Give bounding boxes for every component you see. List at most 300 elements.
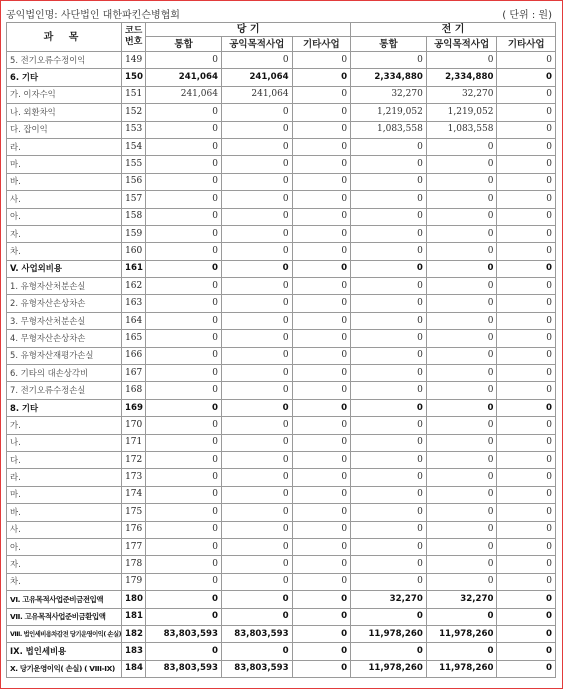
row-code: 151: [122, 86, 146, 103]
cell-current-other: 0: [292, 191, 351, 208]
cell-current-total: 0: [146, 312, 222, 329]
row-code: 149: [122, 52, 146, 69]
cell-current-public: 0: [221, 504, 292, 521]
cell-current-public: 0: [221, 173, 292, 190]
cell-previous-other: 0: [497, 625, 556, 642]
cell-previous-public: 11,978,260: [426, 660, 497, 677]
cell-current-total: 0: [146, 278, 222, 295]
cell-previous-other: 0: [497, 399, 556, 416]
row-code: 174: [122, 486, 146, 503]
cell-current-other: 0: [292, 521, 351, 538]
row-code: 165: [122, 330, 146, 347]
cell-current-total: 241,064: [146, 69, 222, 86]
row-subject: 차.: [7, 573, 122, 590]
table-row: [7, 399, 556, 416]
cell-previous-other: 0: [497, 312, 556, 329]
cell-previous-total: 0: [351, 208, 427, 225]
cell-previous-total: 0: [351, 330, 427, 347]
cell-current-public: 0: [221, 156, 292, 173]
cell-current-total: 0: [146, 486, 222, 503]
cell-current-total: 241,064: [146, 86, 222, 103]
row-subject: 차.: [7, 243, 122, 260]
unit-label: ( 단위 : 원): [502, 10, 552, 21]
cell-current-public: 0: [221, 225, 292, 242]
table-row: [7, 504, 556, 521]
col-header-current: 당 기: [146, 23, 351, 37]
cell-current-public: 0: [221, 330, 292, 347]
col-header-subject: 과 목: [7, 23, 122, 52]
table-row: [7, 121, 556, 138]
cell-current-other: 0: [292, 69, 351, 86]
table-row: [7, 365, 556, 382]
cell-previous-total: 0: [351, 173, 427, 190]
row-subject: 라.: [7, 469, 122, 486]
cell-current-public: 0: [221, 121, 292, 138]
cell-current-other: 0: [292, 243, 351, 260]
cell-previous-public: 0: [426, 347, 497, 364]
row-code: 155: [122, 156, 146, 173]
row-subject: 마.: [7, 156, 122, 173]
cell-current-total: 83,803,593: [146, 660, 222, 677]
row-subject: 사.: [7, 521, 122, 538]
row-code: 161: [122, 260, 146, 277]
cell-previous-total: 0: [351, 295, 427, 312]
cell-current-public: 83,803,593: [221, 625, 292, 642]
col-header-previous-public: 공익목적사업: [426, 37, 497, 52]
cell-previous-other: 0: [497, 486, 556, 503]
cell-current-public: 0: [221, 417, 292, 434]
cell-current-public: 0: [221, 608, 292, 625]
table-row: [7, 156, 556, 173]
cell-current-other: 0: [292, 365, 351, 382]
row-code: 181: [122, 608, 146, 625]
cell-current-public: 0: [221, 486, 292, 503]
col-header-current-total: 통합: [146, 37, 222, 52]
row-subject: 8. 기타: [7, 399, 122, 416]
cell-previous-other: 0: [497, 330, 556, 347]
row-subject: 사.: [7, 191, 122, 208]
cell-previous-total: 0: [351, 451, 427, 468]
cell-previous-other: 0: [497, 278, 556, 295]
cell-current-other: 0: [292, 121, 351, 138]
cell-previous-total: 2,334,880: [351, 69, 427, 86]
table-row: [7, 330, 556, 347]
cell-previous-total: 0: [351, 225, 427, 242]
cell-current-total: 0: [146, 173, 222, 190]
cell-previous-public: 0: [426, 295, 497, 312]
cell-previous-total: 0: [351, 138, 427, 155]
table-row: [7, 347, 556, 364]
cell-previous-total: 0: [351, 434, 427, 451]
cell-current-public: 0: [221, 278, 292, 295]
cell-current-public: 0: [221, 52, 292, 69]
cell-previous-public: 0: [426, 556, 497, 573]
cell-current-other: 0: [292, 538, 351, 555]
row-subject: 5. 유형자산재평가손실: [7, 347, 122, 364]
cell-previous-total: 0: [351, 243, 427, 260]
table-row: [7, 52, 556, 69]
cell-previous-other: 0: [497, 208, 556, 225]
row-subject: 4. 무형자산손상차손: [7, 330, 122, 347]
cell-current-total: 0: [146, 521, 222, 538]
row-subject: 자.: [7, 225, 122, 242]
cell-previous-total: 0: [351, 399, 427, 416]
row-subject: 아.: [7, 208, 122, 225]
cell-previous-public: 0: [426, 486, 497, 503]
cell-current-total: 0: [146, 208, 222, 225]
cell-current-public: 83,803,593: [221, 660, 292, 677]
cell-previous-public: 0: [426, 451, 497, 468]
cell-current-total: 0: [146, 382, 222, 399]
row-subject: 마.: [7, 486, 122, 503]
cell-current-other: 0: [292, 556, 351, 573]
cell-previous-public: 0: [426, 260, 497, 277]
cell-current-total: 0: [146, 121, 222, 138]
cell-current-total: 0: [146, 104, 222, 121]
cell-previous-total: 0: [351, 52, 427, 69]
cell-previous-public: 1,083,558: [426, 121, 497, 138]
cell-current-total: 0: [146, 417, 222, 434]
cell-previous-other: 0: [497, 365, 556, 382]
table-row: [7, 643, 556, 660]
cell-previous-public: 11,978,260: [426, 625, 497, 642]
cell-previous-other: 0: [497, 260, 556, 277]
cell-current-public: 0: [221, 260, 292, 277]
cell-previous-public: 0: [426, 138, 497, 155]
table-row: [7, 660, 556, 677]
cell-previous-public: 0: [426, 191, 497, 208]
cell-previous-other: 0: [497, 556, 556, 573]
cell-current-total: 0: [146, 347, 222, 364]
cell-previous-total: 0: [351, 573, 427, 590]
table-row: [7, 104, 556, 121]
table-row: [7, 486, 556, 503]
table-body: [7, 52, 556, 678]
cell-current-other: 0: [292, 573, 351, 590]
row-code: 166: [122, 347, 146, 364]
cell-previous-public: 32,270: [426, 591, 497, 608]
row-code: 180: [122, 591, 146, 608]
row-subject: 가. 이자수익: [7, 86, 122, 103]
cell-previous-total: 0: [351, 504, 427, 521]
cell-current-total: 0: [146, 451, 222, 468]
cell-current-other: 0: [292, 434, 351, 451]
table-row: [7, 295, 556, 312]
row-subject: 나.: [7, 434, 122, 451]
col-header-current-other: 기타사업: [292, 37, 351, 52]
table-row: [7, 469, 556, 486]
cell-previous-other: 0: [497, 504, 556, 521]
table-row: [7, 573, 556, 590]
cell-current-public: 0: [221, 521, 292, 538]
row-code: 158: [122, 208, 146, 225]
row-subject: 나. 외환차익: [7, 104, 122, 121]
cell-current-public: 0: [221, 451, 292, 468]
cell-previous-total: 0: [351, 382, 427, 399]
row-subject: 다. 잡이익: [7, 121, 122, 138]
cell-previous-total: 0: [351, 469, 427, 486]
cell-current-total: 0: [146, 260, 222, 277]
cell-previous-public: 0: [426, 330, 497, 347]
cell-current-other: 0: [292, 451, 351, 468]
cell-previous-other: 0: [497, 156, 556, 173]
row-subject: 7. 전기오류수정손실: [7, 382, 122, 399]
cell-current-total: 0: [146, 243, 222, 260]
row-subject: 바.: [7, 173, 122, 190]
row-code: 167: [122, 365, 146, 382]
cell-previous-total: 0: [351, 521, 427, 538]
row-subject: 5. 전기오류수정이익: [7, 52, 122, 69]
cell-current-other: 0: [292, 504, 351, 521]
row-subject: 바.: [7, 504, 122, 521]
cell-current-other: 0: [292, 156, 351, 173]
table-row: [7, 86, 556, 103]
cell-current-other: 0: [292, 52, 351, 69]
cell-previous-other: 0: [497, 173, 556, 190]
cell-previous-total: 1,083,558: [351, 121, 427, 138]
cell-previous-total: 11,978,260: [351, 660, 427, 677]
cell-current-public: 0: [221, 312, 292, 329]
cell-previous-public: 0: [426, 243, 497, 260]
row-code: 163: [122, 295, 146, 312]
cell-current-total: 0: [146, 295, 222, 312]
cell-previous-total: 0: [351, 312, 427, 329]
cell-current-other: 0: [292, 469, 351, 486]
cell-current-other: 0: [292, 382, 351, 399]
cell-previous-other: 0: [497, 191, 556, 208]
row-code: 168: [122, 382, 146, 399]
cell-current-total: 0: [146, 330, 222, 347]
cell-current-other: 0: [292, 104, 351, 121]
row-code: 171: [122, 434, 146, 451]
table-row: [7, 382, 556, 399]
row-subject: 6. 기타: [7, 69, 122, 86]
row-code: 184: [122, 660, 146, 677]
cell-previous-public: 0: [426, 399, 497, 416]
table-row: [7, 521, 556, 538]
cell-previous-total: 0: [351, 260, 427, 277]
cell-current-public: 241,064: [221, 86, 292, 103]
col-header-code: 코드 번호: [122, 23, 146, 52]
cell-current-other: 0: [292, 295, 351, 312]
table-row: [7, 138, 556, 155]
col-header-previous-other: 기타사업: [497, 37, 556, 52]
cell-current-public: 0: [221, 365, 292, 382]
cell-current-other: 0: [292, 86, 351, 103]
row-code: 175: [122, 504, 146, 521]
cell-previous-public: 0: [426, 52, 497, 69]
cell-previous-total: 1,219,052: [351, 104, 427, 121]
table-row: [7, 191, 556, 208]
cell-previous-public: 0: [426, 225, 497, 242]
cell-previous-other: 0: [497, 434, 556, 451]
cell-previous-other: 0: [497, 121, 556, 138]
cell-current-total: 0: [146, 156, 222, 173]
row-subject: 자.: [7, 556, 122, 573]
row-subject: V. 사업외비용: [7, 260, 122, 277]
table-row: [7, 243, 556, 260]
cell-previous-total: 0: [351, 347, 427, 364]
table-row: [7, 260, 556, 277]
table-row: [7, 451, 556, 468]
cell-previous-other: 0: [497, 451, 556, 468]
row-subject: 라.: [7, 138, 122, 155]
table-row: [7, 417, 556, 434]
cell-previous-total: 0: [351, 156, 427, 173]
cell-current-public: 0: [221, 591, 292, 608]
row-code: 162: [122, 278, 146, 295]
row-code: 176: [122, 521, 146, 538]
cell-previous-total: 0: [351, 486, 427, 503]
cell-previous-public: 0: [426, 434, 497, 451]
cell-previous-total: 0: [351, 417, 427, 434]
cell-current-total: 0: [146, 538, 222, 555]
row-subject: 6. 기타의 대손상각비: [7, 365, 122, 382]
cell-previous-other: 0: [497, 138, 556, 155]
cell-previous-public: 0: [426, 278, 497, 295]
row-code: 160: [122, 243, 146, 260]
cell-previous-total: 0: [351, 608, 427, 625]
table-row: [7, 608, 556, 625]
cell-current-total: 0: [146, 591, 222, 608]
row-subject: VIII. 법인세비용차감전 당기운영이익( 손실): [7, 625, 122, 642]
cell-previous-other: 0: [497, 538, 556, 555]
cell-current-public: 0: [221, 347, 292, 364]
row-subject: IX. 법인세비용: [7, 643, 122, 660]
cell-current-total: 0: [146, 434, 222, 451]
cell-previous-other: 0: [497, 295, 556, 312]
cell-current-public: 0: [221, 399, 292, 416]
cell-current-other: 0: [292, 347, 351, 364]
cell-previous-public: 0: [426, 469, 497, 486]
cell-previous-public: 0: [426, 643, 497, 660]
cell-current-other: 0: [292, 330, 351, 347]
cell-current-total: 0: [146, 191, 222, 208]
cell-current-total: 83,803,593: [146, 625, 222, 642]
cell-current-other: 0: [292, 643, 351, 660]
row-code: 154: [122, 138, 146, 155]
cell-current-public: 0: [221, 295, 292, 312]
cell-previous-other: 0: [497, 382, 556, 399]
col-header-current-public: 공익목적사업: [221, 37, 292, 52]
cell-previous-total: 0: [351, 278, 427, 295]
cell-previous-public: 0: [426, 365, 497, 382]
cell-previous-public: 0: [426, 521, 497, 538]
row-code: 169: [122, 399, 146, 416]
row-code: 152: [122, 104, 146, 121]
cell-previous-other: 0: [497, 608, 556, 625]
cell-current-public: 0: [221, 382, 292, 399]
cell-previous-total: 0: [351, 365, 427, 382]
cell-current-public: 0: [221, 191, 292, 208]
row-code: 156: [122, 173, 146, 190]
table-row: [7, 208, 556, 225]
table-row: [7, 69, 556, 86]
cell-current-other: 0: [292, 660, 351, 677]
cell-current-public: 0: [221, 573, 292, 590]
cell-current-other: 0: [292, 399, 351, 416]
cell-current-other: 0: [292, 173, 351, 190]
row-code: 153: [122, 121, 146, 138]
cell-previous-other: 0: [497, 591, 556, 608]
cell-previous-total: 0: [351, 538, 427, 555]
cell-current-total: 0: [146, 573, 222, 590]
cell-current-public: 0: [221, 434, 292, 451]
cell-previous-other: 0: [497, 69, 556, 86]
row-subject: 아.: [7, 538, 122, 555]
cell-current-public: 0: [221, 243, 292, 260]
table-row: [7, 591, 556, 608]
cell-current-other: 0: [292, 625, 351, 642]
cell-previous-other: 0: [497, 243, 556, 260]
cell-current-total: 0: [146, 469, 222, 486]
cell-previous-public: 0: [426, 156, 497, 173]
cell-current-total: 0: [146, 399, 222, 416]
cell-previous-other: 0: [497, 104, 556, 121]
cell-current-public: 241,064: [221, 69, 292, 86]
table-row: [7, 173, 556, 190]
table-row: [7, 312, 556, 329]
cell-previous-public: 0: [426, 538, 497, 555]
row-code: 178: [122, 556, 146, 573]
cell-previous-other: 0: [497, 417, 556, 434]
cell-current-total: 0: [146, 52, 222, 69]
cell-previous-total: 0: [351, 191, 427, 208]
cell-previous-public: 32,270: [426, 86, 497, 103]
cell-current-total: 0: [146, 225, 222, 242]
cell-previous-public: 0: [426, 208, 497, 225]
col-header-previous: 전 기: [351, 23, 556, 37]
cell-current-other: 0: [292, 608, 351, 625]
row-code: 157: [122, 191, 146, 208]
cell-previous-other: 0: [497, 86, 556, 103]
cell-previous-public: 0: [426, 173, 497, 190]
col-header-previous-total: 통합: [351, 37, 427, 52]
cell-previous-total: 32,270: [351, 86, 427, 103]
cell-current-other: 0: [292, 486, 351, 503]
cell-current-public: 0: [221, 643, 292, 660]
cell-current-total: 0: [146, 138, 222, 155]
row-subject: 다.: [7, 451, 122, 468]
cell-previous-public: 1,219,052: [426, 104, 497, 121]
row-code: 182: [122, 625, 146, 642]
row-subject: VII. 고유목적사업준비금환입액: [7, 608, 122, 625]
cell-previous-other: 0: [497, 52, 556, 69]
cell-current-total: 0: [146, 556, 222, 573]
cell-previous-other: 0: [497, 573, 556, 590]
cell-current-public: 0: [221, 469, 292, 486]
cell-previous-public: 0: [426, 573, 497, 590]
cell-previous-other: 0: [497, 521, 556, 538]
cell-previous-public: 0: [426, 608, 497, 625]
cell-current-total: 0: [146, 608, 222, 625]
cell-previous-other: 0: [497, 660, 556, 677]
cell-current-other: 0: [292, 260, 351, 277]
cell-current-other: 0: [292, 278, 351, 295]
cell-current-other: 0: [292, 417, 351, 434]
cell-current-public: 0: [221, 208, 292, 225]
cell-previous-total: 11,978,260: [351, 625, 427, 642]
cell-current-other: 0: [292, 591, 351, 608]
row-code: 159: [122, 225, 146, 242]
cell-previous-other: 0: [497, 643, 556, 660]
row-code: 183: [122, 643, 146, 660]
row-subject: VI. 고유목적사업준비금전입액: [7, 591, 122, 608]
cell-previous-other: 0: [497, 225, 556, 242]
cell-previous-total: 0: [351, 556, 427, 573]
row-subject: 1. 유형자산처분손실: [7, 278, 122, 295]
table-row: [7, 538, 556, 555]
